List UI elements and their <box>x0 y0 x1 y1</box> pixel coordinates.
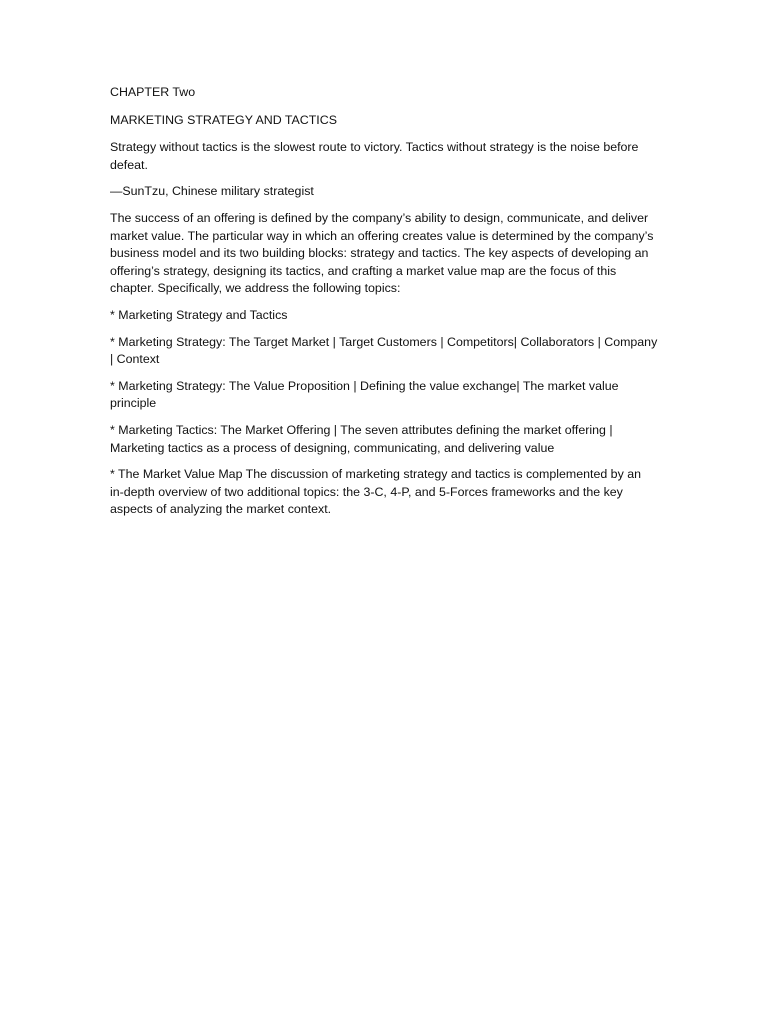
topic-item: * Marketing Strategy: The Value Proposition | Defining the value exchange| The market value principle <box>110 378 619 411</box>
topic-item: * The Market Value Map The discussion of marketing strategy and tactics is complemented by an in-depth overview of two additional topics: the 3-C, 4-P, and 5-Forces frameworks and the key aspects of analyzing the market context. <box>110 467 641 517</box>
chapter-title: MARKETING STRATEGY AND TACTICS <box>110 112 337 127</box>
epigraph-attribution: —SunTzu, Chinese military strategist <box>110 184 314 199</box>
topic-item: * Marketing Tactics: The Market Offering | The seven attributes defining the market offering | Marketing tactics as a process of designing, communicating, and delivering value <box>110 422 613 455</box>
intro-paragraph: The success of an offering is defined by the company’s ability to design, communicate, and deliver market value. The particular way in which an offering creates value is determined by the company’s business model and its two building blocks: strategy and tactics. The key aspects of developing an offering’s strategy, designing its tactics, and crafting a market value map are the focus of this chapter. Specifically, we address the following topics: <box>110 210 654 296</box>
topic-item: * Marketing Strategy and Tactics <box>110 307 288 322</box>
topic-item: * Marketing Strategy: The Target Market | Target Customers | Competitors| Collaborators | Company | Context <box>110 334 658 367</box>
epigraph-quote: Strategy without tactics is the slowest route to victory. Tactics without strategy is the noise before defeat. <box>110 140 639 172</box>
document-body <box>110 84 658 528</box>
chapter-label: CHAPTER Two <box>110 85 196 99</box>
